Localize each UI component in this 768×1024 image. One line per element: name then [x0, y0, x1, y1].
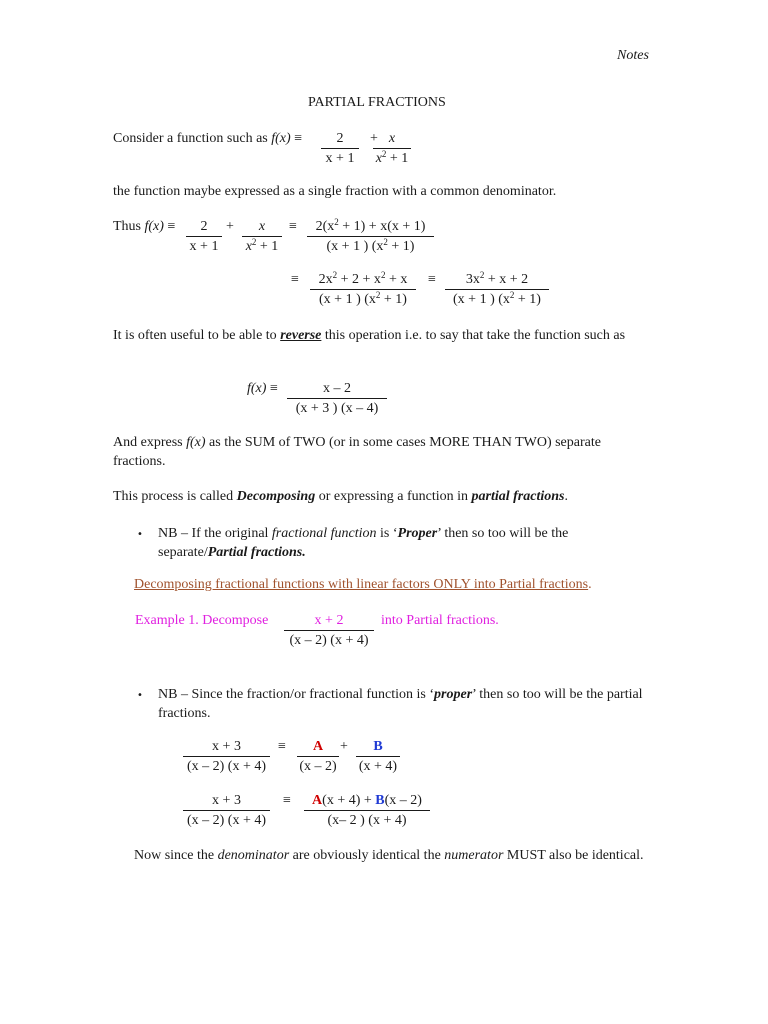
example-1-fraction: $\frac{x + 2}{(x - 2) (x + 4)}$ [284, 613, 374, 649]
section-heading: Decomposing fractional functions with linear factors ONLY into Partial fractions. [134, 577, 592, 592]
intro-plus: + [370, 131, 378, 146]
intro-fraction-1: $\frac{2}{x + 1}$ [321, 131, 359, 167]
thus-fraction-3: $\frac{2(x^2 + 1) + x(x + 1)}{(x + 1 ) (x^2 + 1)}$ [307, 219, 434, 255]
step-1-fraction-b: $\frac{B}{(x + 4)}$ [356, 739, 400, 775]
example-1-tail: into Partial fractions. [381, 613, 499, 628]
step-2-rhs-fraction: $\frac{A(x + 4) + B(x - 2)}{(x- 2 ) (x + 4)}$ [304, 793, 430, 829]
process-paragraph: This process is called Decomposing or expressing a function in partial fractions. [113, 489, 568, 504]
step-2-lhs-fraction: $\frac{x + 3}{(x - 2) (x + 4)}$ [183, 793, 270, 829]
nb-proper-note: NB – If the original fractional function is ‘Proper’ then so too will be the separate/Partial fractions. [158, 526, 569, 560]
intro-text: Consider a function such as f(x) ≡ [113, 131, 303, 146]
example-function-fraction: $\frac{x - 2}{(x + 3 ) (x - 4)}$ [287, 381, 387, 417]
step-1-lhs-fraction: $\frac{x + 3}{(x - 2) (x + 4)}$ [183, 739, 270, 775]
bullet-1: • [137, 529, 143, 540]
nb-since-proper-note: NB – Since the fraction/or fractional function is ‘proper’ then so too will be the partial fractions. [158, 687, 643, 721]
expand-equiv-2: ≡ [428, 272, 436, 287]
step-1-equiv: ≡ [278, 739, 286, 754]
thus-label: Thus f(x) ≡ [113, 219, 176, 234]
expand-equiv-1: ≡ [291, 272, 299, 287]
thus-fraction-1: $\frac{2}{x + 1}$ [186, 219, 222, 255]
reverse-paragraph: It is often useful to be able to reverse this operation i.e. to say that take the function such as [113, 328, 626, 343]
common-denominator-text: the function maybe expressed as a single fraction with a common denominator. [113, 184, 557, 199]
bullet-2: • [137, 690, 143, 701]
step-2-equiv: ≡ [283, 793, 291, 808]
thus-plus: + [226, 219, 234, 234]
intro-fraction-2: $\frac{x}{x^2 + 1}$ [373, 131, 411, 167]
expand-fraction-2: $\frac{3x^2 + x + 2}{(x + 1 ) (x^2 + 1)}$ [445, 272, 549, 308]
notes-label: Notes [617, 48, 649, 63]
expand-fraction-1: $\frac{2x^2 + 2 + x^2 + x}{(x + 1 ) (x^2 + 1)}$ [310, 272, 416, 308]
thus-equiv: ≡ [289, 219, 297, 234]
step-1-plus: + [340, 739, 348, 754]
step-1-fraction-a: $\frac{A}{(x - 2)}$ [297, 739, 339, 775]
conclusion-paragraph: Now since the denominator are obviously identical the numerator MUST also be identical. [134, 848, 644, 863]
example-1-label: Example 1. Decompose [135, 613, 269, 628]
express-paragraph: And express f(x) as the SUM of TWO (or in some cases MORE THAN TWO) separate fractions. [113, 435, 601, 469]
page-title: PARTIAL FRACTIONS [308, 95, 446, 110]
thus-fraction-2: $\frac{x}{x^2 + 1}$ [242, 219, 282, 255]
example-function-label: f(x) ≡ [247, 381, 278, 396]
